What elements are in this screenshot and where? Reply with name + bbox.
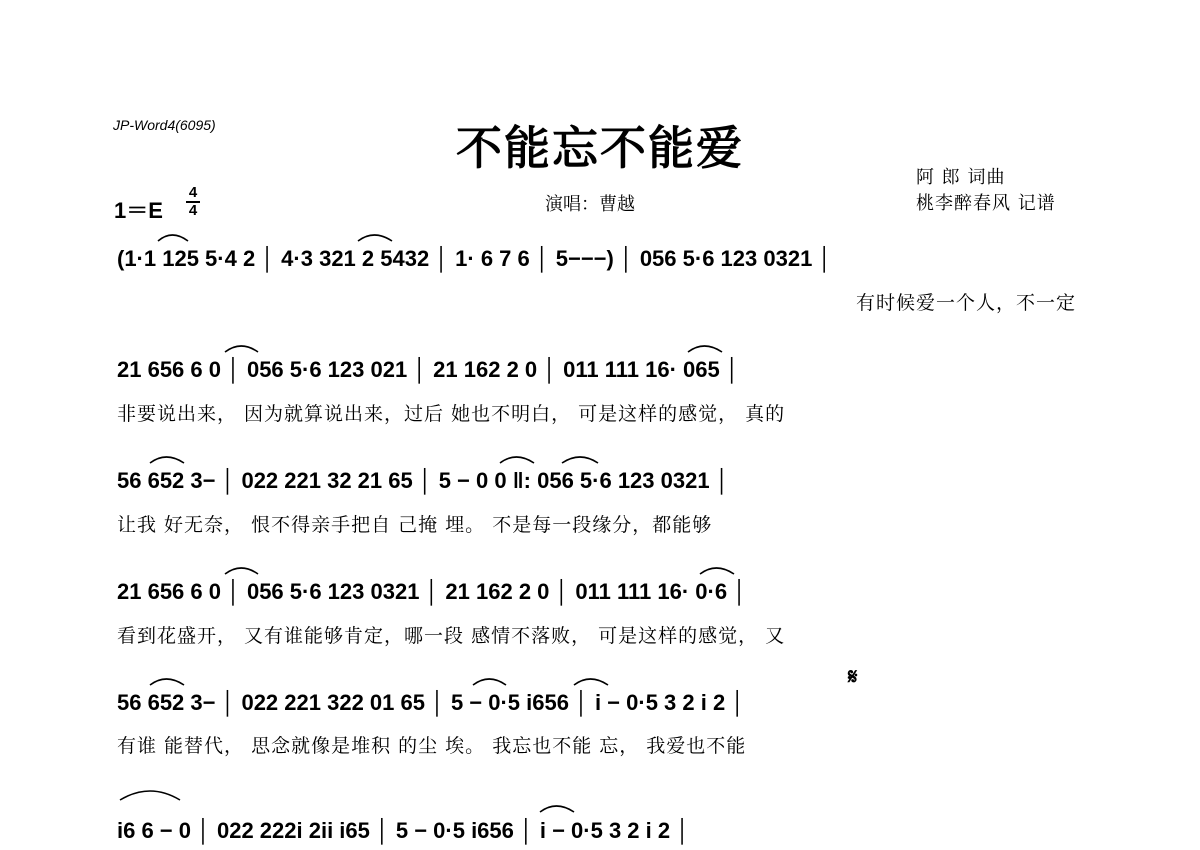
time-signature-top: 4 [188,184,198,201]
score-row-2-notes: 21 656 6 0 │ 056 5·6 123 021 │ 21 162 2 0 │ 011 111 16· 065 │ [117,357,740,382]
score-row-3-lyrics: 让我 好无奈， 恨不得亲手把自 己掩 埋。 不是每一段缘分，都能够 [117,514,713,536]
time-signature-bottom: 4 [188,202,198,219]
score-row-4-lyrics: 看到花盛开， 又有谁能够肯定，哪一段 感情不落败， 可是这样的感觉， 又 [117,625,786,647]
score-row-6-notes: i6 6 − 0 │ 022 222i 2ii i65 │ 5 − 0·5 i656 │ i − 0·5 3 2 i 2 │ [117,818,690,843]
score-row-3-notes: 56 652 3− │ 022 221 32 21 65 │ 5 − 0 0 ‖: 056 5·6 123 0321 │ [117,468,730,493]
score-row-5-lyrics: 有谁 能替代， 思念就像是堆积 的尘 埃。 我忘也不能 忘， 我爱也不能 [117,735,747,757]
score-row-4-notes: 21 656 6 0 │ 056 5·6 123 0321 │ 21 162 2 0 │ 011 111 16· 0·6 │ [117,579,747,604]
time-signature [186,186,200,218]
score-row-1-lyrics: 有时候爱一个人，不一定 [855,292,1076,314]
score-row-2-lyrics: 非要说出来， 因为就算说出来，过后 她也不明白， 可是这样的感觉， 真的 [117,403,786,425]
score-row-1-notes: (1·1 125 5·4 2 │ 4·3 321 2 5432 │ 1· 6 7 6 │ 5−−−) │ 056 5·6 123 0321 │ [117,246,833,271]
composer-credit: 阿 郎 词曲 [916,167,1006,188]
segno-sign: 𝄋 [848,664,858,690]
key-signature: 1＝E [114,198,163,223]
score-row-5-notes: 56 652 3− │ 022 221 322 01 65 │ 5 − 0·5 i656 │ i − 0·5 3 2 i 2 │ [117,690,746,715]
song-title: 不能忘不能爱 [456,121,744,175]
singer-credit: 演唱：曹越 [545,194,635,215]
software-watermark: JP-Word4(6095) [113,117,216,133]
transcriber-credit: 桃李醉春风 记谱 [916,193,1056,214]
